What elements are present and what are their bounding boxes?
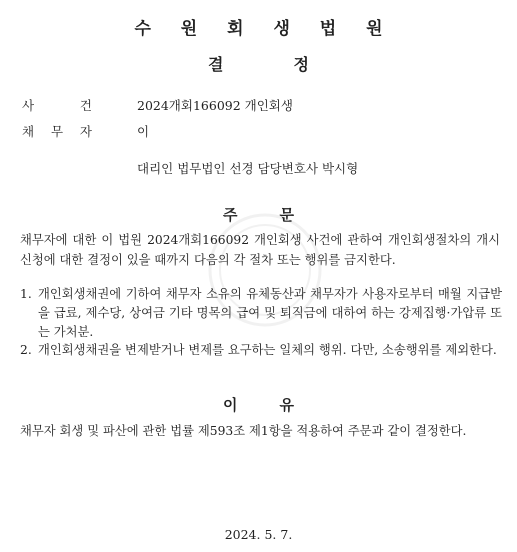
order-intro-paragraph: 채무자에 대한 이 법원 2024개회166092 개인회생 사건에 관하여 개인회생절차의 개시신청에 대한 결정이 있을 때까지 다음의 각 절차 또는 행위를 금지한다. — [20, 233, 500, 267]
document-type-title — [0, 52, 517, 75]
order-item — [20, 285, 502, 342]
document-type-char: 결 — [208, 55, 224, 74]
reason-paragraph: 채무자 회생 및 파산에 관한 법률 제593조 제1항을 적용하여 주문과 같이 결정한다. — [20, 424, 467, 438]
legal-agent: 대리인 법무법인 선경 담당변호사 박시형 — [137, 161, 359, 176]
order-item-number: 1. — [20, 287, 32, 301]
debtor-value: 이 — [137, 124, 150, 139]
reason-heading: 이 유 — [223, 396, 294, 414]
order-item — [20, 341, 502, 360]
debtor-label: 채 무 자 — [22, 124, 92, 139]
case-number-label: 사 건 — [22, 98, 92, 113]
court-name: 수 원 회 생 법 원 — [134, 19, 395, 39]
order-item-number: 2. — [20, 343, 32, 357]
order-heading: 주 문 — [223, 206, 294, 224]
document-type-char: 정 — [293, 55, 309, 74]
decision-date: 2024. 5. 7. — [224, 527, 293, 542]
order-item-text: 개인회생채권을 변제받거나 변제를 요구하는 일체의 행위. 다만, 소송행위를 제외한다. — [38, 343, 497, 357]
order-item-text: 개인회생채권에 기하여 채무자 소유의 유체동산과 채무자가 사용자로부터 매월 지급받을 급료, 제수당, 상여금 기타 명목의 급여 및 퇴직금에 대하여 하는 강제집행·가압류 또는 가처분. — [38, 287, 502, 339]
case-number-value: 2024개회166092 개인회생 — [137, 98, 293, 113]
